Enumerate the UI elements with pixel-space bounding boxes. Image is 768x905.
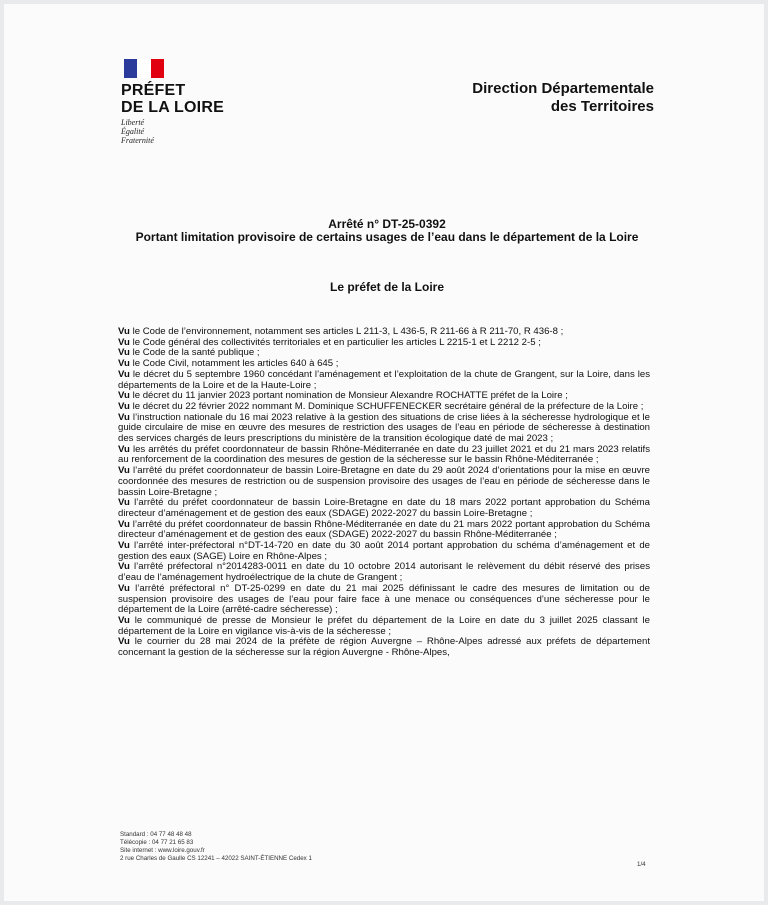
vu-item	[118, 445, 650, 466]
vu-text: l’arrêté du préfet coordonnateur de bassin Rhône-Méditerranée en date du 21 mars 2022 portant approbation du Schéma directeur d’aménagement et de gestion des eaux (SDAGE) 2022-2027 du bassin Rhône-Méditerranée ;	[118, 518, 650, 541]
vu-text: le décret du 22 février 2022 nommant M. Dominique SCHUFFENECKER secrétaire général de la préfecture de la Loire ;	[132, 400, 644, 412]
vu-text: l’arrêté du préfet coordonnateur de bassin Loire-Bretagne en date du 18 mars 2022 portant approbation du Schéma directeur d’aménagement et de gestion des eaux (SDAGE) 2022-2027 du bassin Loire-Bretagne ;	[118, 497, 650, 519]
vu-label: Vu	[118, 582, 130, 594]
vu-text: le Code Civil, notamment les articles 640 à 645 ;	[132, 358, 339, 370]
document-page	[4, 4, 764, 901]
republic-motto	[121, 118, 224, 145]
vu-item	[118, 562, 650, 583]
vu-item	[118, 637, 650, 658]
vu-label: Vu	[118, 518, 130, 530]
direction-line2: des Territoires	[550, 98, 654, 115]
motto-liberte: Liberté	[121, 118, 145, 127]
vu-list	[118, 327, 650, 659]
prefecture-line1: PRÉFET	[121, 82, 186, 99]
vu-label: Vu	[118, 358, 130, 370]
vu-text: l’arrêté du préfet coordonnateur de bassin Loire-Bretagne en date du 29 août 2024 d’orientations pour la mise en œuvre coordonnée des mesures de restriction ou de suspension provisoire des usages de l’eau en période de sécheresse dans le bassin Loire-Bretagne ;	[118, 465, 650, 498]
prefecture-line2: DE LA LOIRE	[121, 99, 224, 116]
vu-item	[118, 541, 650, 562]
vu-label: Vu	[118, 326, 130, 337]
motto-fraternite: Fraternité	[121, 136, 154, 145]
vu-text: les arrêtés du préfet coordonnateur de bassin Rhône-Méditerranée en date du 23 juillet 2021 et du 21 mars 2023 relatifs au renforcement de la coordination des mesures de gestion de la sécheresse sur le bassin Rhône-Méditerranée ;	[118, 443, 651, 466]
french-flag-icon	[124, 59, 164, 78]
footer-address: 2 rue Charles de Gaulle CS 12241 – 42022 SAINT-ÉTIENNE Cedex 1	[120, 855, 312, 862]
vu-label: Vu	[118, 497, 130, 509]
vu-label: Vu	[118, 336, 130, 348]
prefecture-name	[121, 82, 224, 116]
page-number: 1/4	[637, 861, 646, 868]
vu-text: le Code général des collectivités territoriales et en particulier les articles L 2215-1 et L 2212 2-5 ;	[132, 336, 541, 348]
vu-label: Vu	[118, 465, 130, 477]
decree-subject: Portant limitation provisoire de certains usages de l’eau dans le département de la Loire	[135, 230, 639, 244]
vu-text: l’arrêté préfectoral n° DT-25-0299 en date du 21 mai 2025 définissant le cadre des mesures de limitation ou de suspension provisoire des usages de l’eau pour faire face à une menace ou conséquences d’une sécheresse pour le département de la Loire (arrêté-cadre sécheresse) ;	[118, 582, 651, 616]
vu-text: l’instruction nationale du 16 mai 2023 relative à la gestion des situations de crise liées à la sécheresse hydrologique et le guide circulaire de mise en œuvre des mesures de restriction des usages de l’eau en période de sécheresse à destination des services chargés de leurs prescriptions du ministère de la transition écologique daté de mai 2023 ;	[118, 411, 650, 445]
decree-authority: Le préfet de la Loire	[329, 280, 445, 294]
vu-text: l’arrêté inter-préfectoral n°DT-14-720 en date du 30 août 2014 portant approbation du schéma d’aménagement et de gestion des eaux (SAGE) Loire en Rhône-Alpes ;	[118, 540, 650, 562]
footer-website: Site internet : www.loire.gouv.fr	[120, 847, 205, 854]
vu-label: Vu	[118, 390, 130, 402]
decree-title	[122, 218, 652, 244]
vu-item	[118, 370, 650, 391]
vu-label: Vu	[118, 561, 130, 573]
vu-item	[118, 413, 650, 445]
vu-text: le décret du 5 septembre 1960 concédant l’aménagement et l’exploitation de la chute de Grangent, sur la Loire, dans les départements de la Loire et de la Haute-Loire ;	[118, 368, 650, 391]
footer-fax: Télécopie : 04 77 21 65 83	[120, 839, 194, 846]
direction-line1: Direction Départementale	[472, 80, 654, 97]
vu-item	[118, 466, 650, 498]
vu-item	[118, 616, 650, 637]
vu-label: Vu	[118, 368, 130, 380]
vu-text: le Code de l’environnement, notamment ses articles L 211-3, L 436-5, R 211-66 à R 211-70, R 436-8 ;	[132, 326, 564, 337]
vu-item	[118, 520, 650, 541]
vu-text: le décret du 11 janvier 2023 portant nomination de Monsieur Alexandre ROCHATTE préfet de la Loire ;	[132, 390, 568, 402]
vu-text: l’arrêté préfectoral n°2014283-0011 en date du 10 octobre 2014 autorisant le relèvement du débit réservé des prises d’eau de l’aménagement hydroélectrique de la chute de Grangent ;	[118, 561, 650, 584]
vu-label: Vu	[118, 347, 130, 359]
vu-label: Vu	[118, 540, 130, 552]
vu-label: Vu	[118, 400, 130, 412]
vu-label: Vu	[118, 443, 130, 455]
footer-standard: Standard : 04 77 48 48 48	[120, 831, 192, 838]
decree-number: Arrêté n° DT-25-0392	[328, 217, 446, 231]
vu-label: Vu	[118, 636, 130, 648]
vu-item	[118, 584, 650, 616]
vu-item	[118, 498, 650, 519]
issuing-direction	[472, 80, 654, 116]
prefecture-logo	[121, 59, 224, 145]
vu-text: le Code de la santé publique ;	[132, 347, 260, 359]
footer-contact	[120, 831, 312, 863]
motto-egalite: Égalité	[121, 127, 145, 136]
vu-label: Vu	[118, 411, 130, 423]
vu-label: Vu	[118, 614, 130, 626]
vu-text: le courrier du 28 mai 2024 de la préfète de région Auvergne – Rhône-Alpes adressé aux préfets de département concernant la gestion de la sécheresse sur la région Auvergne - Rhône-Alpes,	[118, 636, 650, 659]
vu-text: le communiqué de presse de Monsieur le préfet du département de la Loire en date du 3 juillet 2025 classant le département de la Loire en vigilance vis-à-vis de la sécheresse ;	[118, 614, 650, 637]
